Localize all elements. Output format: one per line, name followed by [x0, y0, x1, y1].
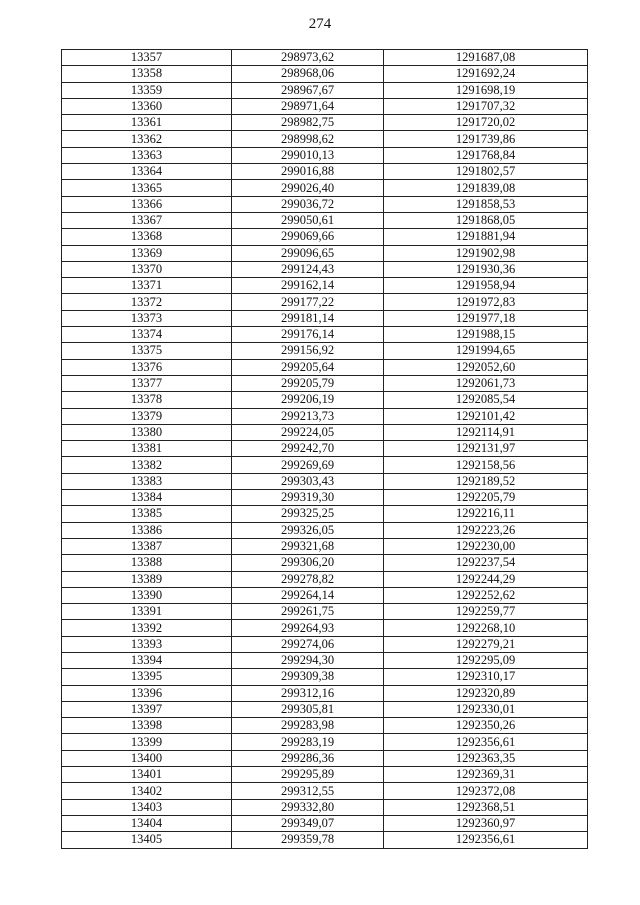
x-coordinate-cell: 298973,62: [232, 50, 384, 66]
x-coordinate-cell: 299156,92: [232, 343, 384, 359]
table-row: [62, 82, 588, 98]
y-coordinate-cell: 1291839,08: [384, 180, 588, 196]
y-coordinate-cell: 1292205,79: [384, 490, 588, 506]
table-row: [62, 669, 588, 685]
table-row: [62, 522, 588, 538]
y-coordinate-cell: 1291881,94: [384, 229, 588, 245]
y-coordinate-cell: 1291994,65: [384, 343, 588, 359]
point-number-cell: 13357: [62, 50, 232, 66]
x-coordinate-cell: 299069,66: [232, 229, 384, 245]
table-row: [62, 701, 588, 717]
table-row: [62, 310, 588, 326]
x-coordinate-cell: 299359,78: [232, 832, 384, 848]
table-row: [62, 767, 588, 783]
point-number-cell: 13371: [62, 278, 232, 294]
point-number-cell: 13401: [62, 767, 232, 783]
y-coordinate-cell: 1291972,83: [384, 294, 588, 310]
table-row: [62, 50, 588, 66]
table-row: [62, 490, 588, 506]
table-row: [62, 294, 588, 310]
coordinates-table-body: [62, 50, 588, 849]
table-row: [62, 652, 588, 668]
x-coordinate-cell: 299326,05: [232, 522, 384, 538]
point-number-cell: 13389: [62, 571, 232, 587]
table-row: [62, 196, 588, 212]
table-row: [62, 604, 588, 620]
y-coordinate-cell: 1292223,26: [384, 522, 588, 538]
table-row: [62, 538, 588, 554]
y-coordinate-cell: 1292114,91: [384, 424, 588, 440]
point-number-cell: 13399: [62, 734, 232, 750]
x-coordinate-cell: 298968,06: [232, 66, 384, 82]
y-coordinate-cell: 1291958,94: [384, 278, 588, 294]
table-row: [62, 620, 588, 636]
y-coordinate-cell: 1292158,56: [384, 457, 588, 473]
x-coordinate-cell: 299261,75: [232, 604, 384, 620]
table-row: [62, 555, 588, 571]
point-number-cell: 13384: [62, 490, 232, 506]
y-coordinate-cell: 1292085,54: [384, 392, 588, 408]
x-coordinate-cell: 299274,06: [232, 636, 384, 652]
y-coordinate-cell: 1292356,61: [384, 734, 588, 750]
table-row: [62, 815, 588, 831]
table-row: [62, 587, 588, 603]
point-number-cell: 13364: [62, 164, 232, 180]
table-row: [62, 750, 588, 766]
table-row: [62, 245, 588, 261]
y-coordinate-cell: 1291692,24: [384, 66, 588, 82]
y-coordinate-cell: 1292259,77: [384, 604, 588, 620]
y-coordinate-cell: 1292369,31: [384, 767, 588, 783]
x-coordinate-cell: 299294,30: [232, 652, 384, 668]
x-coordinate-cell: 299295,89: [232, 767, 384, 783]
y-coordinate-cell: 1292330,01: [384, 701, 588, 717]
table-row: [62, 734, 588, 750]
x-coordinate-cell: 299205,64: [232, 359, 384, 375]
table-row: [62, 343, 588, 359]
y-coordinate-cell: 1292295,09: [384, 652, 588, 668]
y-coordinate-cell: 1291930,36: [384, 261, 588, 277]
point-number-cell: 13393: [62, 636, 232, 652]
point-number-cell: 13362: [62, 131, 232, 147]
point-number-cell: 13360: [62, 98, 232, 114]
point-number-cell: 13380: [62, 424, 232, 440]
table-row: [62, 685, 588, 701]
table-row: [62, 832, 588, 848]
x-coordinate-cell: 299286,36: [232, 750, 384, 766]
y-coordinate-cell: 1291988,15: [384, 327, 588, 343]
x-coordinate-cell: 299303,43: [232, 473, 384, 489]
point-number-cell: 13373: [62, 310, 232, 326]
x-coordinate-cell: 299332,80: [232, 799, 384, 815]
table-row: [62, 457, 588, 473]
point-number-cell: 13382: [62, 457, 232, 473]
point-number-cell: 13381: [62, 441, 232, 457]
table-row: [62, 229, 588, 245]
point-number-cell: 13363: [62, 147, 232, 163]
y-coordinate-cell: 1291739,86: [384, 131, 588, 147]
table-row: [62, 473, 588, 489]
y-coordinate-cell: 1292356,61: [384, 832, 588, 848]
x-coordinate-cell: 299010,13: [232, 147, 384, 163]
point-number-cell: 13395: [62, 669, 232, 685]
table-row: [62, 636, 588, 652]
point-number-cell: 13375: [62, 343, 232, 359]
point-number-cell: 13369: [62, 245, 232, 261]
x-coordinate-cell: 299181,14: [232, 310, 384, 326]
y-coordinate-cell: 1291707,32: [384, 98, 588, 114]
point-number-cell: 13402: [62, 783, 232, 799]
y-coordinate-cell: 1291902,98: [384, 245, 588, 261]
point-number-cell: 13368: [62, 229, 232, 245]
x-coordinate-cell: 299224,05: [232, 424, 384, 440]
y-coordinate-cell: 1292350,26: [384, 718, 588, 734]
x-coordinate-cell: 299319,30: [232, 490, 384, 506]
y-coordinate-cell: 1292061,73: [384, 375, 588, 391]
table-row: [62, 327, 588, 343]
table-row: [62, 718, 588, 734]
point-number-cell: 13385: [62, 506, 232, 522]
x-coordinate-cell: 299050,61: [232, 212, 384, 228]
point-number-cell: 13400: [62, 750, 232, 766]
x-coordinate-cell: 298971,64: [232, 98, 384, 114]
point-number-cell: 13377: [62, 375, 232, 391]
x-coordinate-cell: 299283,19: [232, 734, 384, 750]
table-row: [62, 131, 588, 147]
x-coordinate-cell: 299036,72: [232, 196, 384, 212]
x-coordinate-cell: 299242,70: [232, 441, 384, 457]
y-coordinate-cell: 1292268,10: [384, 620, 588, 636]
y-coordinate-cell: 1292244,29: [384, 571, 588, 587]
point-number-cell: 13366: [62, 196, 232, 212]
y-coordinate-cell: 1292101,42: [384, 408, 588, 424]
x-coordinate-cell: 298998,62: [232, 131, 384, 147]
x-coordinate-cell: 299325,25: [232, 506, 384, 522]
table-row: [62, 783, 588, 799]
x-coordinate-cell: 299309,38: [232, 669, 384, 685]
x-coordinate-cell: 299205,79: [232, 375, 384, 391]
point-number-cell: 13365: [62, 180, 232, 196]
x-coordinate-cell: 299177,22: [232, 294, 384, 310]
x-coordinate-cell: 299016,88: [232, 164, 384, 180]
y-coordinate-cell: 1292310,17: [384, 669, 588, 685]
x-coordinate-cell: 299321,68: [232, 538, 384, 554]
table-row: [62, 392, 588, 408]
y-coordinate-cell: 1292216,11: [384, 506, 588, 522]
x-coordinate-cell: 299162,14: [232, 278, 384, 294]
table-row: [62, 408, 588, 424]
table-row: [62, 164, 588, 180]
table-row: [62, 424, 588, 440]
point-number-cell: 13372: [62, 294, 232, 310]
y-coordinate-cell: 1292230,00: [384, 538, 588, 554]
point-number-cell: 13390: [62, 587, 232, 603]
x-coordinate-cell: 298982,75: [232, 115, 384, 131]
x-coordinate-cell: 299278,82: [232, 571, 384, 587]
page-number: 274: [308, 16, 332, 32]
point-number-cell: 13398: [62, 718, 232, 734]
y-coordinate-cell: 1291698,19: [384, 82, 588, 98]
x-coordinate-cell: 299206,19: [232, 392, 384, 408]
y-coordinate-cell: 1292237,54: [384, 555, 588, 571]
point-number-cell: 13403: [62, 799, 232, 815]
y-coordinate-cell: 1292368,51: [384, 799, 588, 815]
table-row: [62, 799, 588, 815]
y-coordinate-cell: 1292320,89: [384, 685, 588, 701]
point-number-cell: 13378: [62, 392, 232, 408]
x-coordinate-cell: 299264,93: [232, 620, 384, 636]
x-coordinate-cell: 299312,16: [232, 685, 384, 701]
y-coordinate-cell: 1292189,52: [384, 473, 588, 489]
y-coordinate-cell: 1291858,53: [384, 196, 588, 212]
y-coordinate-cell: 1292252,62: [384, 587, 588, 603]
x-coordinate-cell: 299096,65: [232, 245, 384, 261]
point-number-cell: 13396: [62, 685, 232, 701]
point-number-cell: 13387: [62, 538, 232, 554]
x-coordinate-cell: 299349,07: [232, 815, 384, 831]
table-row: [62, 571, 588, 587]
y-coordinate-cell: 1291687,08: [384, 50, 588, 66]
table-row: [62, 506, 588, 522]
y-coordinate-cell: 1291720,02: [384, 115, 588, 131]
y-coordinate-cell: 1292360,97: [384, 815, 588, 831]
point-number-cell: 13391: [62, 604, 232, 620]
point-number-cell: 13386: [62, 522, 232, 538]
y-coordinate-cell: 1292131,97: [384, 441, 588, 457]
point-number-cell: 13359: [62, 82, 232, 98]
x-coordinate-cell: 299026,40: [232, 180, 384, 196]
table-row: [62, 261, 588, 277]
x-coordinate-cell: 299283,98: [232, 718, 384, 734]
point-number-cell: 13392: [62, 620, 232, 636]
x-coordinate-cell: 299305,81: [232, 701, 384, 717]
x-coordinate-cell: 299269,69: [232, 457, 384, 473]
point-number-cell: 13383: [62, 473, 232, 489]
coordinates-table: [61, 49, 588, 849]
y-coordinate-cell: 1292052,60: [384, 359, 588, 375]
table-row: [62, 115, 588, 131]
point-number-cell: 13370: [62, 261, 232, 277]
x-coordinate-cell: 299124,43: [232, 261, 384, 277]
x-coordinate-cell: 299264,14: [232, 587, 384, 603]
y-coordinate-cell: 1291977,18: [384, 310, 588, 326]
point-number-cell: 13367: [62, 212, 232, 228]
x-coordinate-cell: 298967,67: [232, 82, 384, 98]
point-number-cell: 13374: [62, 327, 232, 343]
y-coordinate-cell: 1292363,35: [384, 750, 588, 766]
y-coordinate-cell: 1291868,05: [384, 212, 588, 228]
table-row: [62, 66, 588, 82]
table-row: [62, 147, 588, 163]
point-number-cell: 13404: [62, 815, 232, 831]
point-number-cell: 13376: [62, 359, 232, 375]
point-number-cell: 13397: [62, 701, 232, 717]
table-row: [62, 98, 588, 114]
point-number-cell: 13379: [62, 408, 232, 424]
point-number-cell: 13358: [62, 66, 232, 82]
table-row: [62, 278, 588, 294]
y-coordinate-cell: 1291768,84: [384, 147, 588, 163]
point-number-cell: 13361: [62, 115, 232, 131]
x-coordinate-cell: 299312,55: [232, 783, 384, 799]
y-coordinate-cell: 1292372,08: [384, 783, 588, 799]
y-coordinate-cell: 1292279,21: [384, 636, 588, 652]
table-row: [62, 359, 588, 375]
x-coordinate-cell: 299306,20: [232, 555, 384, 571]
table-row: [62, 441, 588, 457]
y-coordinate-cell: 1291802,57: [384, 164, 588, 180]
x-coordinate-cell: 299213,73: [232, 408, 384, 424]
point-number-cell: 13405: [62, 832, 232, 848]
x-coordinate-cell: 299176,14: [232, 327, 384, 343]
point-number-cell: 13388: [62, 555, 232, 571]
table-row: [62, 375, 588, 391]
table-row: [62, 180, 588, 196]
point-number-cell: 13394: [62, 652, 232, 668]
table-row: [62, 212, 588, 228]
